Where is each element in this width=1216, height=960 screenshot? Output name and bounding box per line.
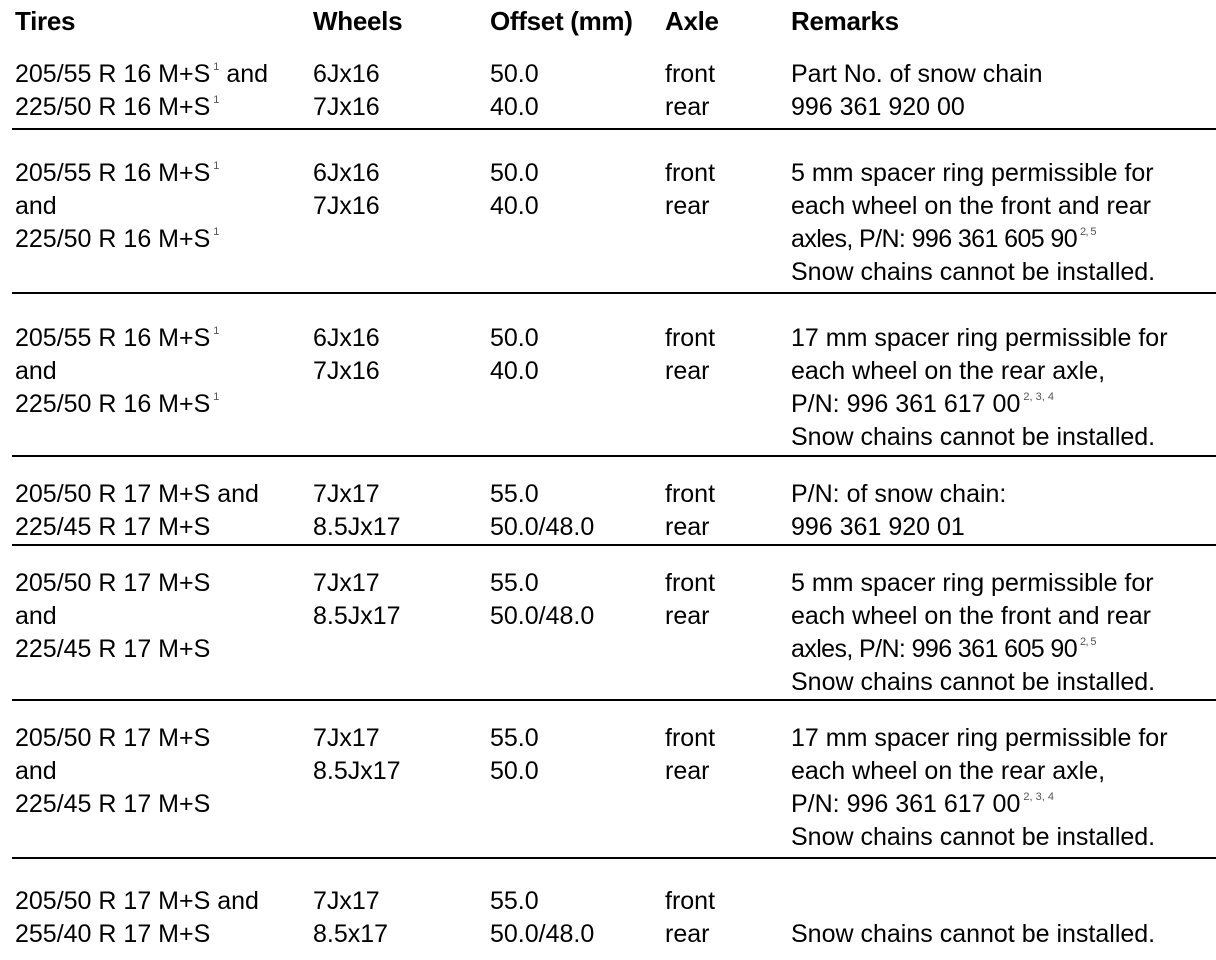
axle-text: rear: [665, 93, 710, 121]
footnote-ref: 2, 5: [1080, 636, 1096, 648]
axle-cell: [665, 58, 715, 124]
header-remarks: Remarks: [791, 6, 899, 36]
wheels-line: [313, 91, 380, 124]
remarks-text: P/N: of snow chain:: [791, 480, 1007, 508]
remarks-cell: [791, 157, 1155, 289]
wheels-line: [313, 755, 401, 788]
axle-line: [665, 722, 715, 755]
remarks-line: [791, 722, 1168, 755]
offset-line: [490, 478, 594, 511]
offset-text: 50.0/48.0: [490, 920, 595, 948]
wheels-line: [313, 322, 380, 355]
remarks-text: 996 361 920 00: [791, 93, 965, 121]
offset-text: 50.0/48.0: [490, 602, 595, 630]
wheels-line: [313, 918, 388, 951]
offset-line: [490, 600, 594, 633]
row-divider: [12, 699, 1216, 701]
tires-text: 205/55 R 16 M+S: [15, 159, 211, 187]
axle-line: [665, 918, 715, 951]
row-divider: [12, 292, 1216, 294]
wheels-text: 8.5Jx17: [313, 757, 401, 785]
wheels-cell: [313, 157, 380, 223]
tires-text: 255/40 R 17 M+S: [15, 920, 211, 948]
remarks-text: Snow chains cannot be installed.: [791, 823, 1156, 851]
remarks-text: Snow chains cannot be installed.: [791, 423, 1156, 451]
axle-text: rear: [665, 602, 710, 630]
axle-text: front: [665, 159, 716, 187]
remarks-text: 5 mm spacer ring permissible for: [791, 569, 1154, 597]
footnote-ref: 1: [213, 160, 220, 172]
remarks-line: [791, 91, 1043, 124]
remarks-line: [791, 256, 1155, 289]
remarks-line: [791, 478, 1006, 511]
remarks-cell: [791, 885, 1155, 951]
remarks-line: [791, 157, 1155, 190]
axle-line: [665, 91, 715, 124]
offset-line: [490, 190, 539, 223]
remarks-text: 17 mm spacer ring permissible for: [791, 324, 1168, 352]
axle-text: rear: [665, 920, 710, 948]
remarks-line: [791, 223, 1155, 256]
tires-suffix: and: [219, 60, 269, 88]
tires-line: [15, 633, 210, 666]
footnote-ref: 2, 3, 4: [1023, 791, 1054, 803]
remarks-line: [791, 388, 1168, 421]
tires-text: 225/50 R 16 M+S: [15, 93, 211, 121]
tires-line: [15, 388, 219, 421]
axle-cell: [665, 157, 715, 223]
wheels-text: 8.5Jx17: [313, 602, 401, 630]
remarks-line: [791, 821, 1168, 854]
wheels-text: 7Jx17: [313, 887, 380, 915]
tires-line: [15, 322, 219, 355]
remarks-text: Snow chains cannot be installed.: [791, 258, 1156, 286]
wheels-text: 7Jx17: [313, 480, 380, 508]
wheels-cell: [313, 567, 401, 633]
row-divider: [12, 857, 1216, 859]
offset-text: 55.0: [490, 887, 539, 915]
axle-line: [665, 190, 715, 223]
remarks-line: [791, 918, 1155, 951]
remarks-text: Part No. of snow chain: [791, 60, 1043, 88]
offset-text: 50.0: [490, 159, 539, 187]
tires-text: and: [15, 757, 57, 785]
remarks-line: [791, 190, 1155, 223]
wheels-cell: [313, 722, 401, 788]
remarks-text: 996 361 920 01: [791, 513, 965, 541]
tires-text: 205/55 R 16 M+S: [15, 60, 211, 88]
axle-cell: [665, 478, 715, 544]
remarks-line: [791, 885, 1155, 918]
tires-line: [15, 157, 219, 190]
remarks-text: axles, P/N: 996 361 605 90: [791, 635, 1077, 663]
axle-text: front: [665, 480, 716, 508]
remarks-text: 17 mm spacer ring permissible for: [791, 724, 1168, 752]
tires-line: [15, 511, 259, 544]
tires-cell: [15, 157, 219, 256]
wheels-cell: [313, 885, 388, 951]
tires-text: 225/50 R 16 M+S: [15, 390, 211, 418]
tires-line: [15, 223, 219, 256]
axle-cell: [665, 567, 715, 633]
tires-line: [15, 918, 259, 951]
remarks-text: each wheel on the front and rear: [791, 192, 1151, 220]
axle-text: rear: [665, 357, 710, 385]
footnote-ref: 1: [213, 226, 220, 238]
wheels-cell: [313, 58, 380, 124]
axle-cell: [665, 322, 715, 388]
tires-line: [15, 355, 219, 388]
offset-line: [490, 722, 539, 755]
offset-line: [490, 91, 539, 124]
wheels-line: [313, 885, 388, 918]
wheels-text: 7Jx17: [313, 569, 380, 597]
wheels-line: [313, 600, 401, 633]
tires-cell: [15, 322, 219, 421]
axle-text: front: [665, 724, 716, 752]
remarks-line: [791, 355, 1168, 388]
axle-text: front: [665, 324, 716, 352]
remarks-line: [791, 511, 1006, 544]
wheels-text: 8.5Jx17: [313, 513, 401, 541]
remarks-line: [791, 600, 1155, 633]
offset-text: 50.0: [490, 757, 539, 785]
remarks-text: P/N: 996 361 617 00: [791, 390, 1021, 418]
axle-line: [665, 885, 715, 918]
wheels-line: [313, 567, 401, 600]
remarks-line: [791, 666, 1155, 699]
offset-line: [490, 918, 594, 951]
offset-text: 50.0: [490, 324, 539, 352]
offset-text: 40.0: [490, 192, 539, 220]
axle-text: rear: [665, 757, 710, 785]
offset-line: [490, 567, 594, 600]
header-wheels: Wheels: [313, 6, 403, 36]
tires-text: and: [15, 357, 57, 385]
offset-line: [490, 755, 539, 788]
tires-text: and: [15, 192, 57, 220]
wheels-text: 6Jx16: [313, 159, 380, 187]
offset-cell: [490, 885, 594, 951]
axle-line: [665, 58, 715, 91]
offset-line: [490, 511, 594, 544]
footnote-ref: 1: [213, 325, 220, 337]
offset-line: [490, 322, 539, 355]
wheels-line: [313, 478, 401, 511]
footnote-ref: 1: [213, 61, 220, 73]
footnote-ref: 2, 3, 4: [1023, 391, 1054, 403]
wheels-line: [313, 511, 401, 544]
tires-text: 205/50 R 17 M+S and: [15, 887, 259, 915]
remarks-line: [791, 755, 1168, 788]
remarks-text: Snow chains cannot be installed.: [791, 668, 1156, 696]
axle-text: front: [665, 887, 716, 915]
wheels-line: [313, 190, 380, 223]
remarks-text: each wheel on the rear axle,: [791, 757, 1106, 785]
footnote-ref: 2, 5: [1080, 226, 1096, 238]
offset-cell: [490, 567, 594, 633]
axle-line: [665, 478, 715, 511]
tires-text: 225/45 R 17 M+S: [15, 790, 211, 818]
tires-line: [15, 885, 259, 918]
axle-line: [665, 567, 715, 600]
tires-line: [15, 755, 210, 788]
tires-line: [15, 478, 259, 511]
wheels-cell: [313, 322, 380, 388]
tires-cell: [15, 567, 210, 666]
remarks-line: [791, 633, 1155, 666]
header-offset: Offset (mm): [490, 6, 633, 36]
wheels-line: [313, 157, 380, 190]
remarks-cell: [791, 478, 1006, 544]
offset-cell: [490, 157, 539, 223]
remarks-line: [791, 58, 1043, 91]
remarks-cell: [791, 58, 1043, 124]
tires-text: 205/50 R 17 M+S: [15, 569, 211, 597]
remarks-text: each wheel on the front and rear: [791, 602, 1151, 630]
row-divider: [12, 455, 1216, 457]
remarks-text: 5 mm spacer ring permissible for: [791, 159, 1154, 187]
axle-cell: [665, 722, 715, 788]
wheels-text: 7Jx16: [313, 192, 380, 220]
wheels-line: [313, 355, 380, 388]
remarks-text: P/N: 996 361 617 00: [791, 790, 1021, 818]
wheels-line: [313, 58, 380, 91]
remarks-line: [791, 322, 1168, 355]
axle-text: rear: [665, 513, 710, 541]
tires-line: [15, 91, 268, 124]
remarks-cell: [791, 567, 1155, 699]
offset-text: 50.0/48.0: [490, 513, 595, 541]
offset-text: 40.0: [490, 357, 539, 385]
footnote-ref: 1: [213, 94, 220, 106]
axle-line: [665, 322, 715, 355]
offset-text: 55.0: [490, 724, 539, 752]
tires-text: 205/55 R 16 M+S: [15, 324, 211, 352]
wheels-line: [313, 722, 401, 755]
offset-cell: [490, 722, 539, 788]
tires-text: 225/45 R 17 M+S: [15, 513, 211, 541]
axle-text: front: [665, 60, 716, 88]
tires-line: [15, 600, 210, 633]
offset-cell: [490, 58, 539, 124]
tires-line: [15, 567, 210, 600]
offset-line: [490, 885, 594, 918]
offset-text: 55.0: [490, 569, 539, 597]
wheels-text: 6Jx16: [313, 60, 380, 88]
header-axle: Axle: [665, 6, 719, 36]
axle-text: front: [665, 569, 716, 597]
wheels-text: 7Jx17: [313, 724, 380, 752]
offset-line: [490, 58, 539, 91]
tires-cell: [15, 58, 268, 124]
row-divider: [12, 128, 1216, 130]
remarks-text: each wheel on the rear axle,: [791, 357, 1106, 385]
remarks-line: [791, 421, 1168, 454]
tires-text: 205/50 R 17 M+S: [15, 724, 211, 752]
axle-line: [665, 355, 715, 388]
remarks-line: [791, 788, 1168, 821]
axle-cell: [665, 885, 715, 951]
axle-line: [665, 755, 715, 788]
offset-text: 55.0: [490, 480, 539, 508]
offset-line: [490, 157, 539, 190]
wheels-text: 8.5x17: [313, 920, 389, 948]
remarks-cell: [791, 722, 1168, 854]
remarks-line: [791, 567, 1155, 600]
tires-text: 225/50 R 16 M+S: [15, 225, 211, 253]
wheels-text: 7Jx16: [313, 357, 380, 385]
tires-text: 205/50 R 17 M+S and: [15, 480, 259, 508]
axle-line: [665, 157, 715, 190]
tires-line: [15, 58, 268, 91]
tires-line: [15, 722, 210, 755]
offset-text: 50.0: [490, 60, 539, 88]
offset-text: 40.0: [490, 93, 539, 121]
wheels-cell: [313, 478, 401, 544]
offset-line: [490, 355, 539, 388]
tires-line: [15, 190, 219, 223]
remarks-text: axles, P/N: 996 361 605 90: [791, 225, 1077, 253]
tires-text: and: [15, 602, 57, 630]
header-tires: Tires: [15, 6, 76, 36]
tires-line: [15, 788, 210, 821]
footnote-ref: 1: [213, 391, 220, 403]
axle-line: [665, 600, 715, 633]
tires-cell: [15, 885, 259, 951]
tires-cell: [15, 478, 259, 544]
tires-text: 225/45 R 17 M+S: [15, 635, 211, 663]
offset-cell: [490, 478, 594, 544]
tires-cell: [15, 722, 210, 821]
offset-cell: [490, 322, 539, 388]
wheels-text: 6Jx16: [313, 324, 380, 352]
axle-text: rear: [665, 192, 710, 220]
axle-line: [665, 511, 715, 544]
remarks-text: Snow chains cannot be installed.: [791, 920, 1156, 948]
row-divider: [12, 544, 1216, 546]
remarks-cell: [791, 322, 1168, 454]
wheels-text: 7Jx16: [313, 93, 380, 121]
